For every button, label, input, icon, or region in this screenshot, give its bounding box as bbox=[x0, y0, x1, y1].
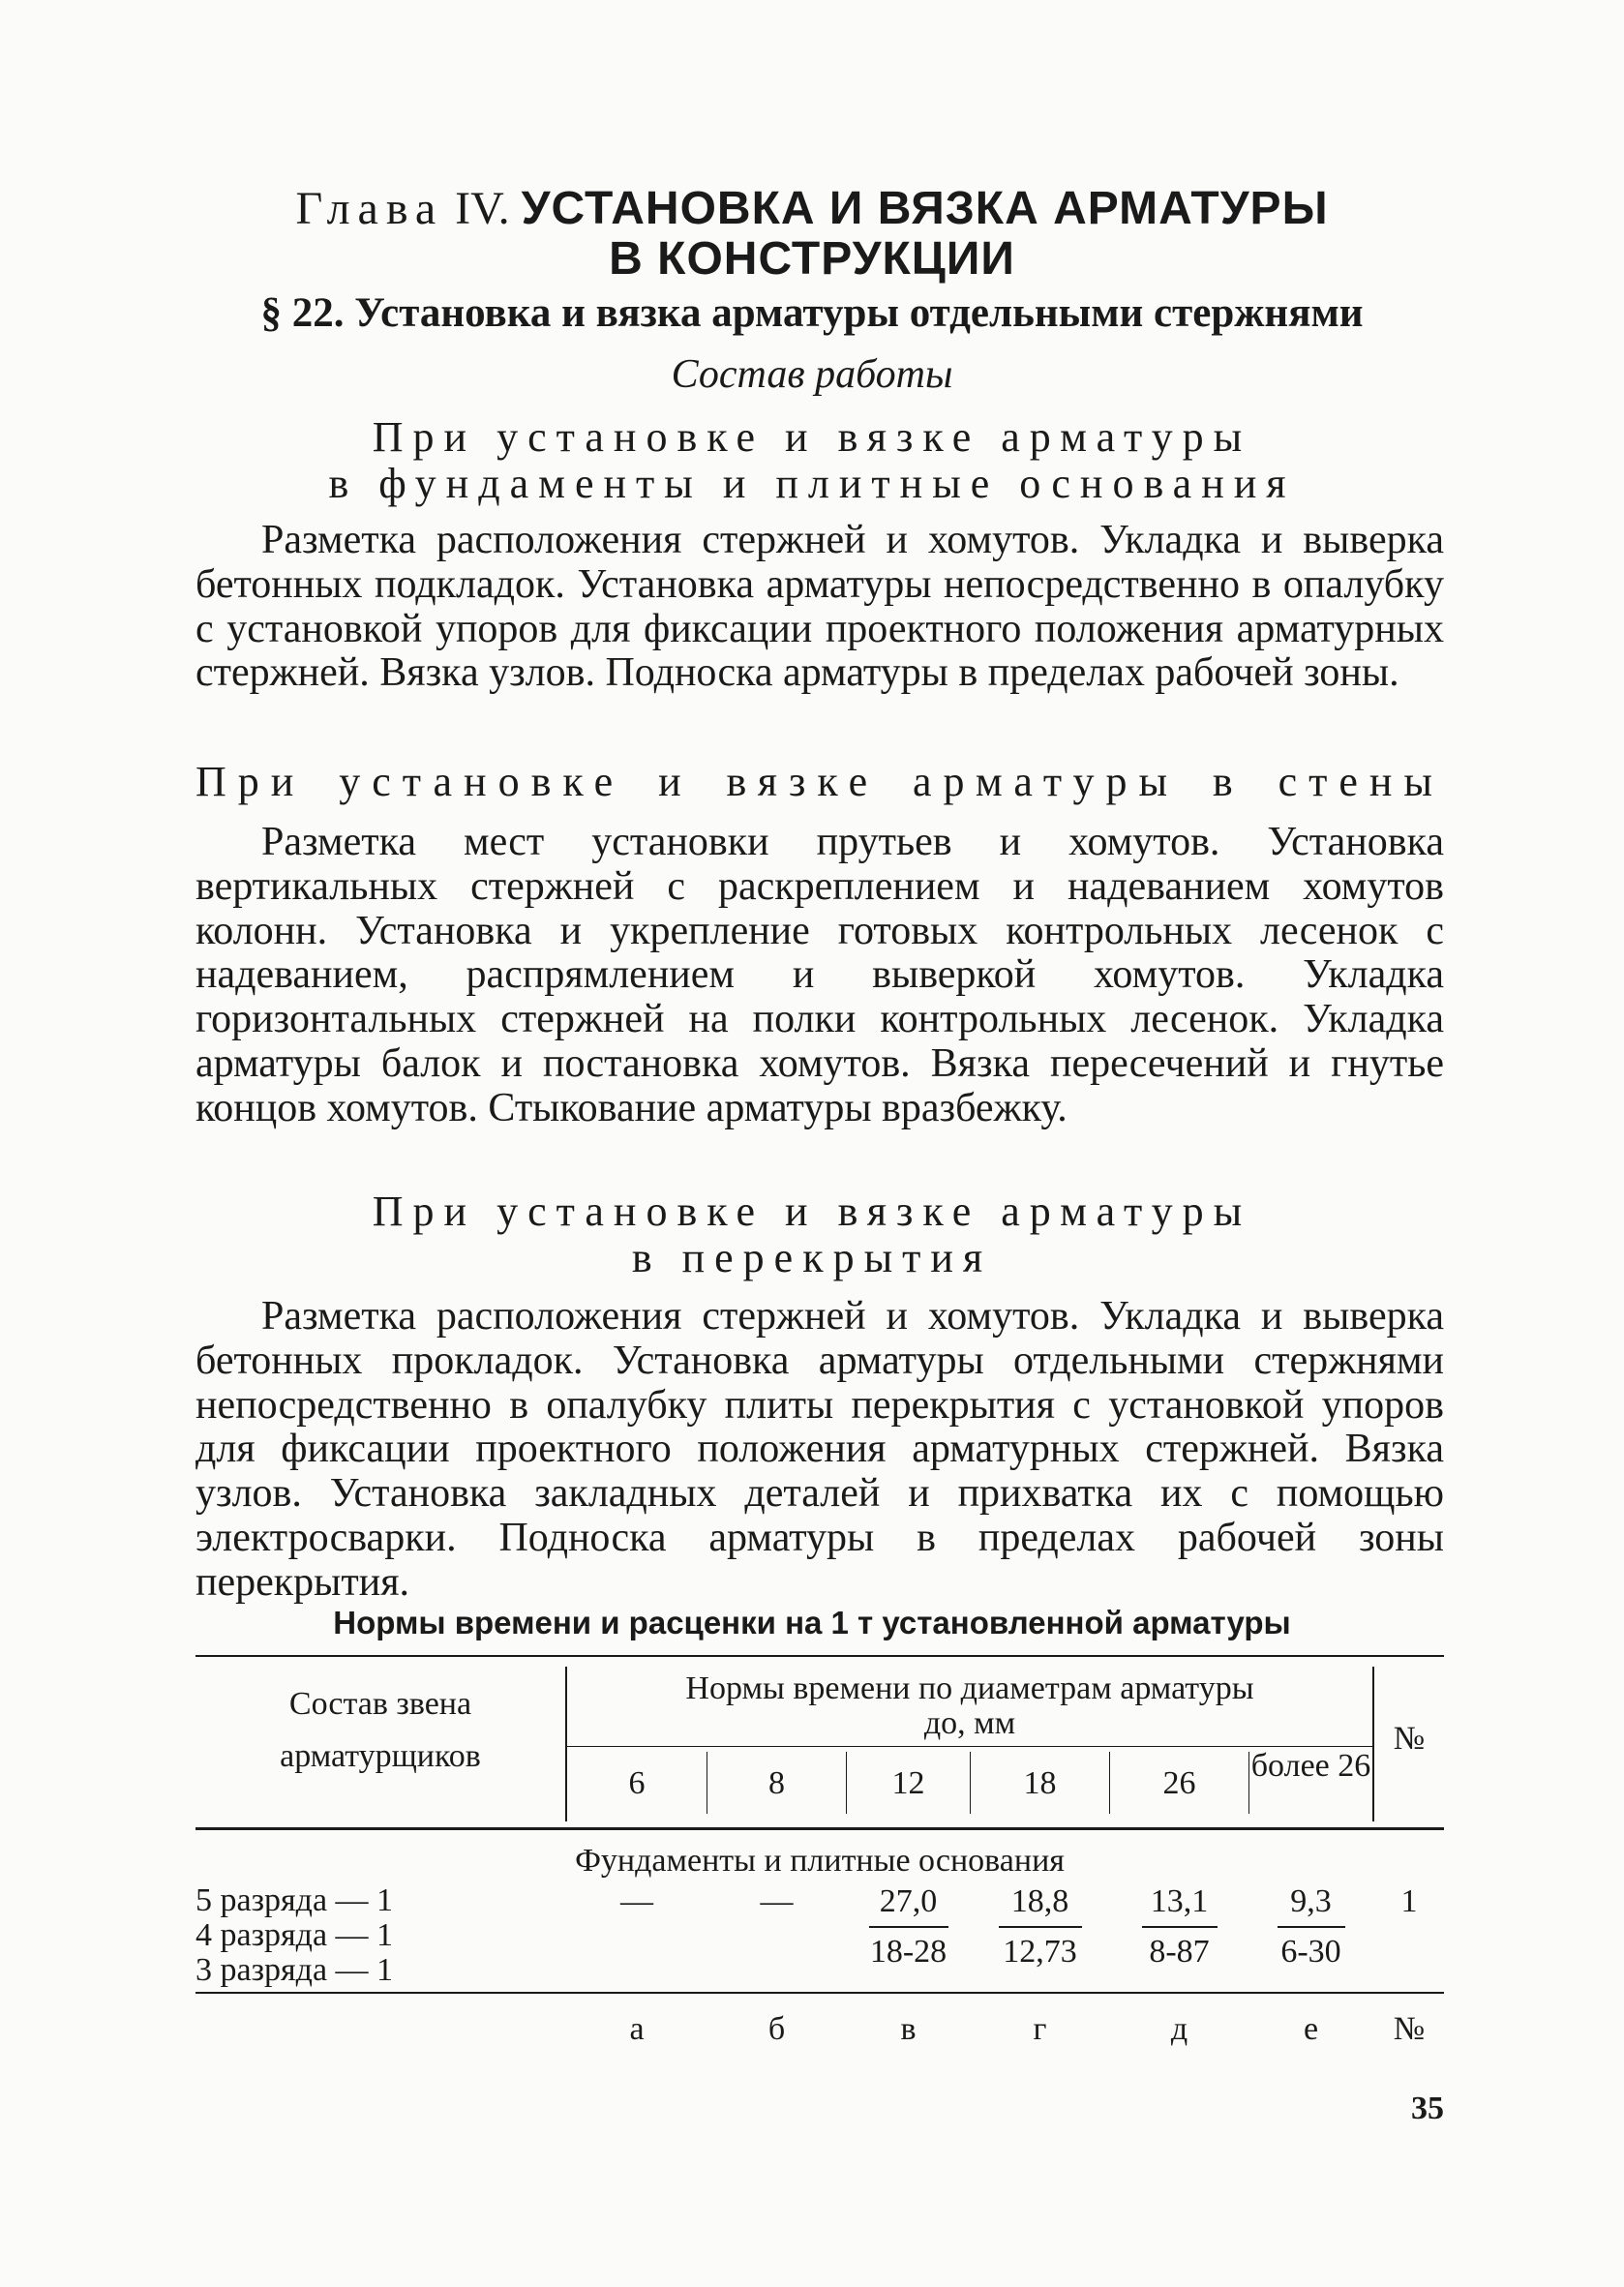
section-subheading: Состав работы bbox=[671, 352, 953, 397]
crew-row-4: 4 разряда — 1 bbox=[195, 1917, 394, 1953]
page-number: 35 bbox=[1411, 2091, 1444, 2126]
block2-text bbox=[195, 821, 1444, 1131]
table-section-title: Фундаменты и плитные основания bbox=[575, 1843, 1065, 1879]
header-crew-line1: Состав звена bbox=[288, 1686, 472, 1722]
table-bottom-rule bbox=[195, 1992, 1444, 1994]
price-d12: 18-28 bbox=[869, 1934, 947, 1970]
diameter-6: 6 bbox=[628, 1765, 646, 1801]
fraction-bar-over-26 bbox=[1278, 1926, 1345, 1928]
block2-text-content: Разметка мест установки прутьев и хомутов. Установка вертикальных стержней с раскреплением и надеванием хомутов колонн. Установка и укрепление готовых контрольных лесенок с надеванием, распрямлением и выверкой хомутов. Укладка горизонтальных стержней на полки контрольных лесенок. Укладка арматуры балок и постановка хомутов. Вязка пересечений и гнутье концов хомутов. Стыкование арматуры вразбежку. bbox=[195, 820, 1444, 1130]
row-number: 1 bbox=[1400, 1883, 1418, 1919]
fraction-bar-d26 bbox=[1142, 1926, 1218, 1928]
col-letter-g: г bbox=[1033, 2011, 1047, 2047]
chapter-title-line2: В КОНСТРУКЦИИ bbox=[609, 233, 1015, 285]
diameter-over-26: более 26 bbox=[1250, 1748, 1371, 1784]
block3-text-content: Разметка расположения стержней и хомутов. Укладка и выверка бетонных прокладок. Установка арматуры отдельными стержнями непосредственно в опалубку плиты перекрытия с установкой упоров для фиксации проектного положения арматурных стержней. Вязка узлов. Установка закладных деталей и прихватка их с помощью электросварки. Подноска арматуры в пределах рабочей зоны перекрытия. bbox=[195, 1294, 1444, 1605]
price-d18: 12,73 bbox=[1003, 1934, 1077, 1970]
crew-row-5: 5 разряда — 1 bbox=[195, 1882, 394, 1918]
header-norms-line1: Нормы времени по диаметрам арматуры bbox=[685, 1670, 1254, 1706]
norm-d6: — bbox=[620, 1883, 653, 1919]
diameter-26: 26 bbox=[1162, 1765, 1196, 1801]
col-letter-v: в bbox=[900, 2011, 917, 2047]
block1-title-line1: При установке и вязке арматуры bbox=[372, 413, 1252, 461]
crew-row-3: 3 разряда — 1 bbox=[195, 1952, 394, 1988]
norm-over-26: 9,3 bbox=[1290, 1883, 1332, 1919]
norm-d8: — bbox=[760, 1883, 794, 1919]
fraction-bar-d12 bbox=[869, 1926, 948, 1928]
diameter-18: 18 bbox=[1023, 1765, 1057, 1801]
table-header-rule bbox=[195, 1827, 1444, 1830]
col-letter-no: № bbox=[1393, 2011, 1426, 2047]
norm-d12: 27,0 bbox=[879, 1883, 938, 1919]
table-caption: Нормы времени и расценки на 1 т установленной арматуры bbox=[333, 1605, 1291, 1640]
norm-d18: 18,8 bbox=[1010, 1883, 1069, 1919]
col-letter-e: е bbox=[1303, 2011, 1319, 2047]
header-no: № bbox=[1393, 1721, 1426, 1757]
table-subheader-rule bbox=[565, 1746, 1373, 1747]
block3-title-line2: в перекрытия bbox=[631, 1234, 993, 1281]
block3-text bbox=[195, 1295, 1444, 1606]
chapter-heading bbox=[0, 182, 1624, 236]
diameter-8: 8 bbox=[768, 1765, 785, 1801]
fraction-bar-d18 bbox=[999, 1926, 1082, 1928]
section-heading: § 22. Установка и вязка арматуры отдельными стержнями bbox=[260, 290, 1364, 336]
price-over-26: 6-30 bbox=[1280, 1934, 1341, 1970]
block1-text bbox=[195, 519, 1444, 696]
price-d26: 8-87 bbox=[1149, 1934, 1210, 1970]
chapter-number: IV. bbox=[455, 183, 510, 234]
col-letter-a: а bbox=[629, 2011, 645, 2047]
table-top-rule bbox=[195, 1655, 1444, 1657]
col-letter-d: д bbox=[1170, 2011, 1188, 2047]
col-letter-b: б bbox=[767, 2011, 786, 2047]
block3-title-line1: При установке и вязке арматуры bbox=[372, 1188, 1252, 1235]
block2-title: При установке и вязке арматуры в стены bbox=[195, 758, 1444, 805]
block1-title-line2: в фундаменты и плитные основания bbox=[328, 460, 1296, 507]
norm-d26: 13,1 bbox=[1150, 1883, 1209, 1919]
chapter-title-line1: УСТАНОВКА И ВЯЗКА АРМАТУРЫ bbox=[521, 183, 1329, 234]
diameter-12: 12 bbox=[891, 1765, 925, 1801]
header-norms-line2: до, мм bbox=[923, 1705, 1016, 1741]
chapter-label: Глава bbox=[295, 183, 444, 234]
block1-text-content: Разметка расположения стержней и хомутов. Укладка и выверка бетонных подкладок. Установка арматуры непосредственно в опалубку с установкой упоров для фиксации проектного положения арматурных стержней. Вязка узлов. Подноска арматуры в пределах рабочей зоны. bbox=[195, 518, 1444, 696]
header-crew-line2: арматурщиков bbox=[280, 1738, 481, 1774]
